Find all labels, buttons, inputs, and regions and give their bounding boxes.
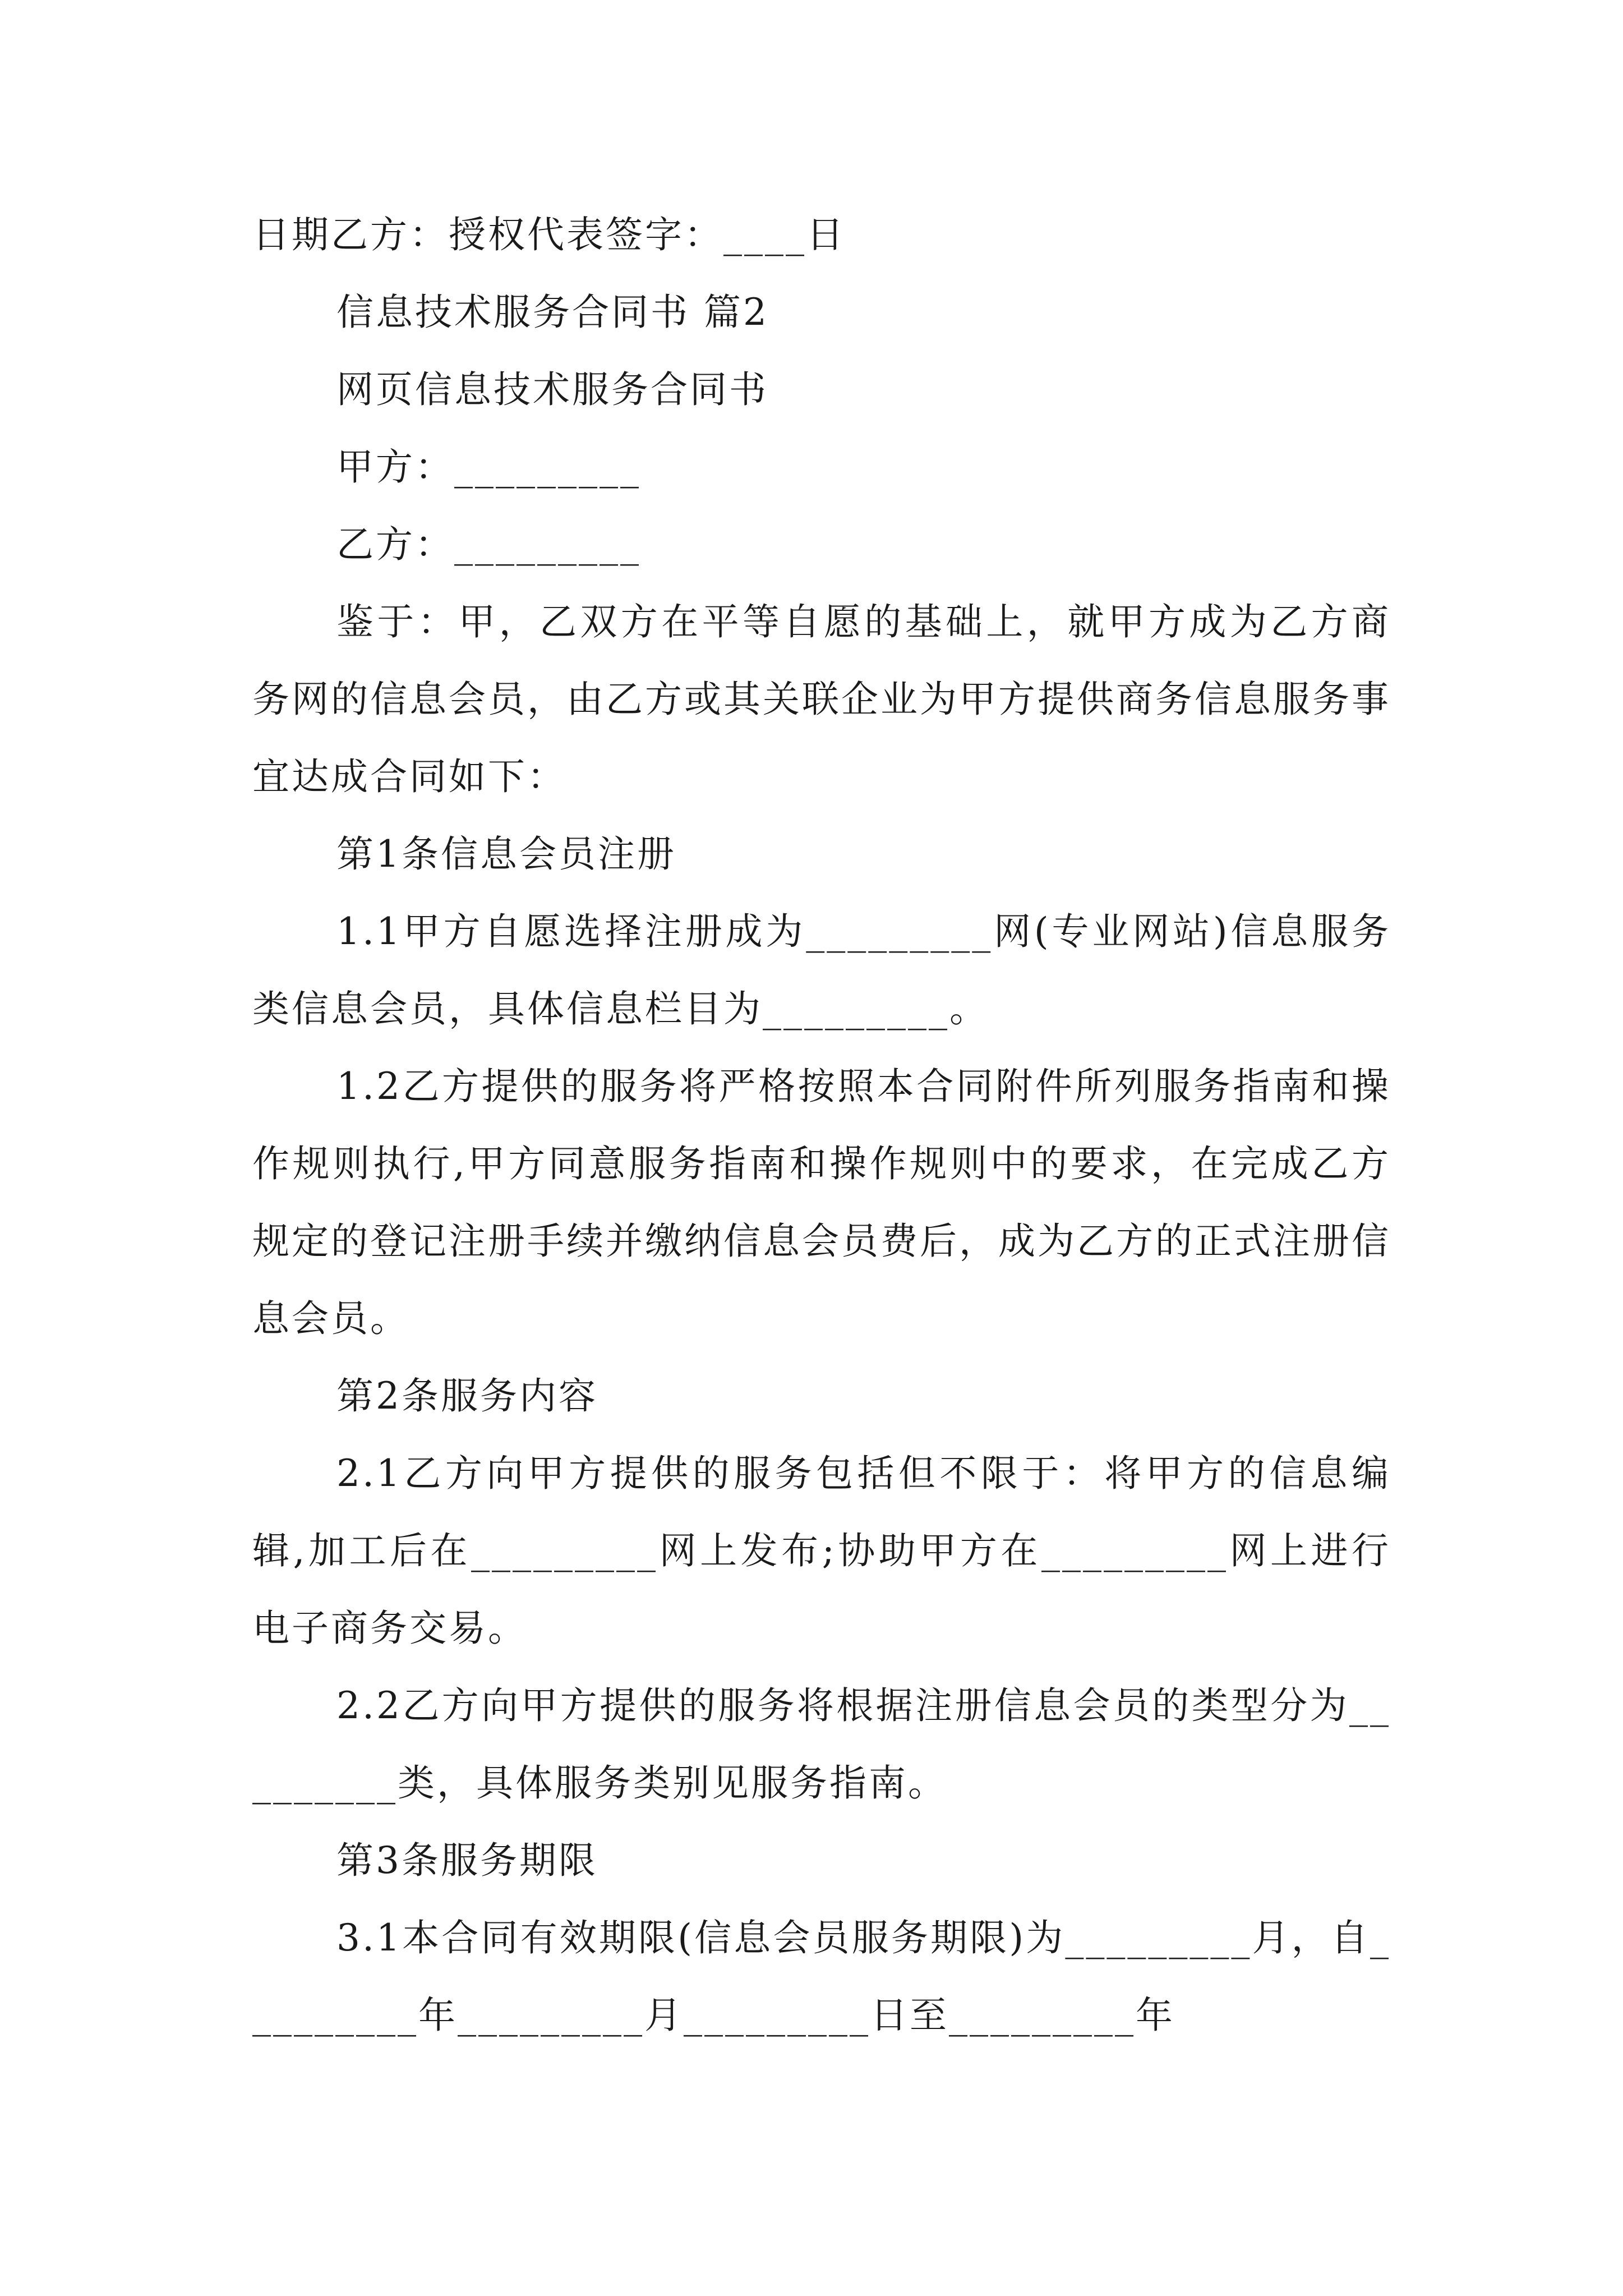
- clause-3-1: 3.1本合同有效期限(信息会员服务期限)为_________月，自_________年_________月_________日至_________年: [252, 1916, 1391, 2037]
- document-body: [252, 196, 1391, 2054]
- article-1-heading: 第1条信息会员注册: [336, 832, 676, 876]
- clause-1-1: 1.1甲方自愿选择注册成为_________网(专业网站)信息服务类信息会员，具体信息栏目为_________。: [252, 910, 1391, 1030]
- clause-2-1: 2.1乙方向甲方提供的服务包括但不限于：将甲方的信息编辑,加工后在_________网上发布;协助甲方在_________网上进行电子商务交易。: [252, 1452, 1391, 1650]
- clause-2-2: 2.2乙方向甲方提供的服务将根据注册信息会员的类型分为_________类，具体服务类别见服务指南。: [252, 1684, 1391, 1805]
- party-a-line: 甲方：_________: [336, 445, 641, 489]
- signature-line: 日期乙方：授权代表签字：____日: [252, 213, 846, 256]
- preamble-paragraph: 鉴于：甲，乙双方在平等自愿的基础上，就甲方成为乙方商务网的信息会员，由乙方或其关联企业为甲方提供商务信息服务事宜达成合同如下：: [252, 600, 1391, 798]
- party-b-line: 乙方：_________: [336, 523, 641, 566]
- contract-section-title: 信息技术服务合同书 篇2: [336, 291, 769, 334]
- clause-1-2: 1.2乙方提供的服务将严格按照本合同附件所列服务指南和操作规则执行,甲方同意服务指南和操作规则中的要求，在完成乙方规定的登记注册手续并缴纳信息会员费后，成为乙方的正式注册信息会员。: [252, 1065, 1391, 1340]
- contract-title: 网页信息技术服务合同书: [336, 368, 768, 411]
- article-2-heading: 第2条服务内容: [336, 1374, 598, 1418]
- article-3-heading: 第3条服务期限: [336, 1839, 598, 1882]
